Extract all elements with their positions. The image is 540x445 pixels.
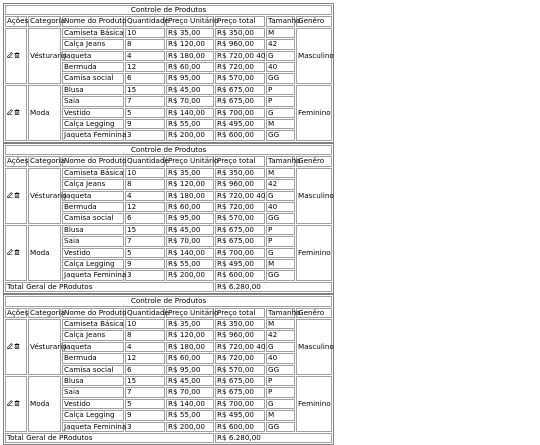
trash-icon[interactable]: [14, 249, 20, 255]
quantity-cell: 5: [125, 399, 165, 409]
quantity-cell: 10: [125, 28, 165, 38]
column-header: Preço total: [215, 308, 265, 318]
unit-price-cell: R$ 55,00: [166, 259, 214, 269]
action-icons: [7, 400, 20, 406]
action-icons: [7, 343, 20, 349]
product-name-cell: Camisa social: [62, 73, 124, 83]
gender-cell: Feminino: [296, 376, 332, 432]
actions-cell: [5, 225, 27, 281]
column-header: Preço total: [215, 156, 265, 166]
unit-price-cell: R$ 200,00: [166, 422, 214, 432]
quantity-cell: 6: [125, 213, 165, 223]
product-name-cell: Bermuda: [62, 353, 124, 363]
product-table: [3, 3, 334, 143]
table-title: Controle de Produtos: [5, 145, 332, 155]
table-row: [5, 28, 332, 38]
size-cell: P: [266, 96, 295, 106]
quantity-cell: 3: [125, 130, 165, 140]
trash-icon[interactable]: [14, 109, 20, 115]
quantity-cell: 12: [125, 202, 165, 212]
grand-total-value: R$ 6.280,00: [215, 282, 332, 292]
quantity-cell: 4: [125, 51, 165, 61]
unit-price-cell: R$ 70,00: [166, 387, 214, 397]
product-table: [3, 143, 334, 294]
quantity-cell: 8: [125, 39, 165, 49]
total-price-cell: R$ 570,00: [215, 213, 265, 223]
total-price-cell: R$ 720,00: [215, 62, 265, 72]
total-price-cell: R$ 600,00: [215, 130, 265, 140]
unit-price-cell: R$ 35,00: [166, 28, 214, 38]
product-name-cell: Vestido: [62, 108, 124, 118]
size-cell: G: [266, 248, 295, 258]
trash-icon[interactable]: [14, 52, 20, 58]
column-header: Genêro: [296, 156, 332, 166]
product-name-cell: Camisa social: [62, 213, 124, 223]
column-header: Tamanho: [268, 156, 301, 166]
product-name-cell: Blusa: [62, 376, 124, 386]
total-price-cell: R$ 960,00: [215, 179, 265, 189]
total-price-cell: R$ 570,00: [215, 365, 265, 375]
product-name-cell: Calça Jeans: [62, 179, 124, 189]
product-name-cell: Calça Jeans: [62, 330, 124, 340]
category-cell: Vésturario: [28, 168, 61, 224]
grand-total-label: Total Geral de PRodutos: [5, 282, 214, 292]
total-price-cell: R$ 350,00: [215, 28, 265, 38]
actions-cell: [5, 376, 27, 432]
product-name-cell: Saia: [62, 387, 124, 397]
size-cell: G: [266, 51, 295, 61]
column-header: Genêro: [296, 308, 332, 318]
unit-price-cell: R$ 45,00: [166, 225, 214, 235]
unit-price-cell: R$ 140,00: [166, 248, 214, 258]
unit-price-cell: R$ 200,00: [166, 270, 214, 280]
total-price-cell: R$ 960,00: [215, 330, 265, 340]
product-name-cell: Blusa: [62, 85, 124, 95]
category-cell: Moda: [28, 225, 61, 281]
size-cell: GG: [266, 73, 295, 83]
quantity-cell: 6: [125, 365, 165, 375]
unit-price-cell: R$ 120,00: [166, 39, 214, 49]
column-header: Categoria: [30, 307, 65, 317]
size-cell: 40: [266, 202, 295, 212]
category-cell: Moda: [28, 376, 61, 432]
gender-cell: Masculino: [296, 319, 332, 375]
action-icons: [7, 249, 20, 255]
total-price-cell: R$ 495,00: [215, 410, 265, 420]
size-cell: GG: [266, 213, 295, 223]
quantity-cell: 15: [125, 225, 165, 235]
column-header: Nome do Produto: [64, 156, 127, 166]
action-icons: [7, 192, 20, 198]
size-cell: 42: [266, 330, 295, 340]
column-header: Tamanho: [268, 307, 301, 317]
actions-cell: [5, 85, 27, 141]
actions-cell: [5, 168, 27, 224]
gender-cell: Feminino: [296, 225, 332, 281]
total-price-cell: R$ 495,00: [215, 119, 265, 129]
column-header: Quantidade: [127, 307, 169, 317]
table-row: [5, 168, 332, 178]
column-header: Preço Unitário: [168, 307, 219, 317]
table-title-row: [5, 145, 332, 155]
total-price-cell: R$ 720,00: [215, 202, 265, 212]
unit-price-cell: R$ 45,00: [166, 376, 214, 386]
gender-cell: Masculino: [296, 168, 332, 224]
action-icons: [7, 52, 20, 58]
table-row: [5, 376, 332, 386]
quantity-cell: 6: [125, 73, 165, 83]
trash-icon[interactable]: [14, 343, 20, 349]
product-name-cell: Bermuda: [62, 202, 124, 212]
size-cell: P: [266, 236, 295, 246]
size-cell: M: [266, 410, 295, 420]
column-header: Categoria: [30, 16, 65, 26]
size-cell: P: [266, 225, 295, 235]
quantity-cell: 9: [125, 410, 165, 420]
table-row: [5, 319, 332, 329]
quantity-cell: 5: [125, 108, 165, 118]
total-price-cell: R$ 700,00: [215, 399, 265, 409]
total-price-cell: R$ 570,00: [215, 73, 265, 83]
unit-price-cell: R$ 180,00: [166, 342, 214, 352]
table-title-row: [5, 296, 332, 306]
quantity-cell: 5: [125, 248, 165, 258]
table-header-row: [5, 308, 332, 318]
gender-cell: Masculino: [296, 28, 332, 84]
quantity-cell: 7: [125, 236, 165, 246]
edit-icon[interactable]: [7, 249, 13, 255]
total-price-cell: R$ 600,00: [215, 422, 265, 432]
total-price-cell: R$ 675,00: [215, 225, 265, 235]
column-header: Preço Unitário: [168, 16, 219, 26]
unit-price-cell: R$ 55,00: [166, 119, 214, 129]
product-name-cell: Camiseta Básica: [64, 27, 124, 37]
edit-icon[interactable]: [7, 343, 13, 349]
edit-icon[interactable]: [7, 400, 13, 406]
unit-price-cell: R$ 70,00: [166, 236, 214, 246]
size-cell: GG: [266, 422, 295, 432]
action-icons: [7, 109, 20, 115]
table-row: [5, 225, 332, 235]
category-cell: Moda: [28, 85, 61, 141]
total-price-cell: R$ 720,00 40: [217, 341, 266, 351]
unit-price-cell: R$ 180,00: [166, 191, 214, 201]
product-name-cell: Bermuda: [62, 62, 124, 72]
product-name-cell: Saia: [62, 236, 124, 246]
column-header: Ações: [7, 307, 29, 317]
total-price-cell: R$ 600,00: [215, 270, 265, 280]
size-cell: P: [266, 387, 295, 397]
product-name-cell: Jaqueta Feminina: [64, 130, 127, 140]
grand-total-value: R$ 6.280,00: [215, 433, 332, 443]
size-cell: 40: [266, 62, 295, 72]
size-cell: P: [266, 85, 295, 95]
total-price-cell: R$ 675,00: [215, 236, 265, 246]
product-name-cell: Vestido: [62, 248, 124, 258]
product-name-cell: Calça Legging: [62, 259, 124, 269]
size-cell: P: [266, 376, 295, 386]
size-cell: M: [266, 319, 295, 329]
unit-price-cell: R$ 140,00: [166, 108, 214, 118]
column-header: Categoria: [30, 156, 65, 166]
column-header: Genêro: [296, 16, 332, 26]
product-name-cell: Calça Legging: [62, 410, 124, 420]
size-cell: G: [266, 191, 295, 201]
unit-price-cell: R$ 120,00: [166, 330, 214, 340]
total-price-cell: R$ 700,00: [215, 248, 265, 258]
total-price-cell: R$ 700,00: [215, 108, 265, 118]
product-name-cell: Jaqueta: [62, 191, 124, 201]
unit-price-cell: R$ 60,00: [166, 353, 214, 363]
size-cell: GG: [266, 270, 295, 280]
total-price-cell: R$ 350,00: [215, 319, 265, 329]
column-header: Preço total: [215, 16, 265, 26]
quantity-cell: 12: [125, 353, 165, 363]
size-cell: 42: [266, 39, 295, 49]
product-name-cell: Camiseta Básica: [64, 318, 124, 328]
unit-price-cell: R$ 95,00: [166, 73, 214, 83]
unit-price-cell: R$ 60,00: [166, 202, 214, 212]
quantity-cell: 3: [125, 270, 165, 280]
product-name-cell: Saia: [62, 96, 124, 106]
size-cell: 40: [266, 353, 295, 363]
unit-price-cell: R$ 45,00: [166, 85, 214, 95]
total-price-cell: R$ 675,00: [215, 387, 265, 397]
size-cell: M: [266, 259, 295, 269]
category-cell: Vésturario: [28, 28, 61, 84]
actions-cell: [5, 28, 27, 84]
quantity-cell: 10: [125, 319, 165, 329]
unit-price-cell: R$ 200,00: [166, 130, 214, 140]
table-header-row: [5, 16, 332, 26]
product-name-cell: Jaqueta Feminina: [64, 421, 127, 431]
product-name-cell: Camiseta Básica: [64, 167, 124, 177]
quantity-cell: 9: [125, 259, 165, 269]
size-cell: G: [266, 108, 295, 118]
size-cell: GG: [266, 365, 295, 375]
unit-price-cell: R$ 55,00: [166, 410, 214, 420]
unit-price-cell: R$ 35,00: [166, 168, 214, 178]
total-price-cell: R$ 675,00: [215, 96, 265, 106]
product-name-cell: Jaqueta: [62, 342, 124, 352]
quantity-cell: 7: [125, 96, 165, 106]
quantity-cell: 4: [125, 191, 165, 201]
product-name-cell: Camisa social: [62, 365, 124, 375]
total-price-cell: R$ 495,00: [215, 259, 265, 269]
column-header: Quantidade: [127, 16, 169, 26]
product-name-cell: Blusa: [62, 225, 124, 235]
edit-icon[interactable]: [7, 109, 13, 115]
product-name-cell: Jaqueta: [62, 51, 124, 61]
actions-cell: [5, 319, 27, 375]
table-footer-row: [5, 282, 332, 292]
size-cell: M: [266, 28, 295, 38]
total-price-cell: R$ 675,00: [215, 376, 265, 386]
table-title: Controle de Produtos: [5, 296, 332, 306]
size-cell: M: [266, 168, 295, 178]
table-row: [5, 85, 332, 95]
gender-cell: Feminino: [296, 85, 332, 141]
unit-price-cell: R$ 70,00: [166, 96, 214, 106]
category-cell: Vésturario: [28, 319, 61, 375]
quantity-cell: 15: [125, 376, 165, 386]
table-header-row: [5, 156, 332, 166]
total-price-cell: R$ 720,00 40: [217, 190, 266, 200]
quantity-cell: 9: [125, 119, 165, 129]
table-footer-row: [5, 433, 332, 443]
table-title: Controle de Produtos: [5, 5, 332, 15]
product-name-cell: Vestido: [62, 399, 124, 409]
size-cell: 42: [266, 179, 295, 189]
unit-price-cell: R$ 120,00: [166, 179, 214, 189]
table-title-row: [5, 5, 332, 15]
column-header: Tamanho: [268, 16, 301, 26]
size-cell: GG: [266, 130, 295, 140]
size-cell: M: [266, 119, 295, 129]
unit-price-cell: R$ 140,00: [166, 399, 214, 409]
quantity-cell: 7: [125, 387, 165, 397]
total-price-cell: R$ 960,00: [215, 39, 265, 49]
edit-icon[interactable]: [7, 192, 13, 198]
grand-total-label: Total Geral de PRodutos: [5, 433, 214, 443]
column-header: Preço Unitário: [168, 156, 219, 166]
unit-price-cell: R$ 35,00: [166, 319, 214, 329]
product-name-cell: Calça Jeans: [62, 39, 124, 49]
total-price-cell: R$ 350,00: [215, 168, 265, 178]
total-price-cell: R$ 720,00 40: [217, 50, 266, 60]
product-control-page: [3, 3, 540, 445]
edit-icon[interactable]: [7, 52, 13, 58]
trash-icon[interactable]: [14, 192, 20, 198]
quantity-cell: 10: [125, 168, 165, 178]
unit-price-cell: R$ 95,00: [166, 365, 214, 375]
column-header: Quantidade: [127, 156, 169, 166]
unit-price-cell: R$ 60,00: [166, 62, 214, 72]
quantity-cell: 12: [125, 62, 165, 72]
product-name-cell: Jaqueta Feminina: [64, 270, 127, 280]
unit-price-cell: R$ 95,00: [166, 213, 214, 223]
quantity-cell: 8: [125, 179, 165, 189]
quantity-cell: 4: [125, 342, 165, 352]
trash-icon[interactable]: [14, 400, 20, 406]
size-cell: G: [266, 399, 295, 409]
column-header: Ações: [7, 156, 29, 166]
column-header: Nome do Produto: [64, 307, 127, 317]
total-price-cell: R$ 720,00: [215, 353, 265, 363]
unit-price-cell: R$ 180,00: [166, 51, 214, 61]
total-price-cell: R$ 675,00: [215, 85, 265, 95]
product-name-cell: Calça Legging: [62, 119, 124, 129]
quantity-cell: 3: [125, 422, 165, 432]
quantity-cell: 8: [125, 330, 165, 340]
column-header: Nome do Produto: [64, 16, 127, 26]
product-table: [3, 294, 334, 445]
size-cell: G: [266, 342, 295, 352]
quantity-cell: 15: [125, 85, 165, 95]
column-header: Ações: [7, 16, 29, 26]
